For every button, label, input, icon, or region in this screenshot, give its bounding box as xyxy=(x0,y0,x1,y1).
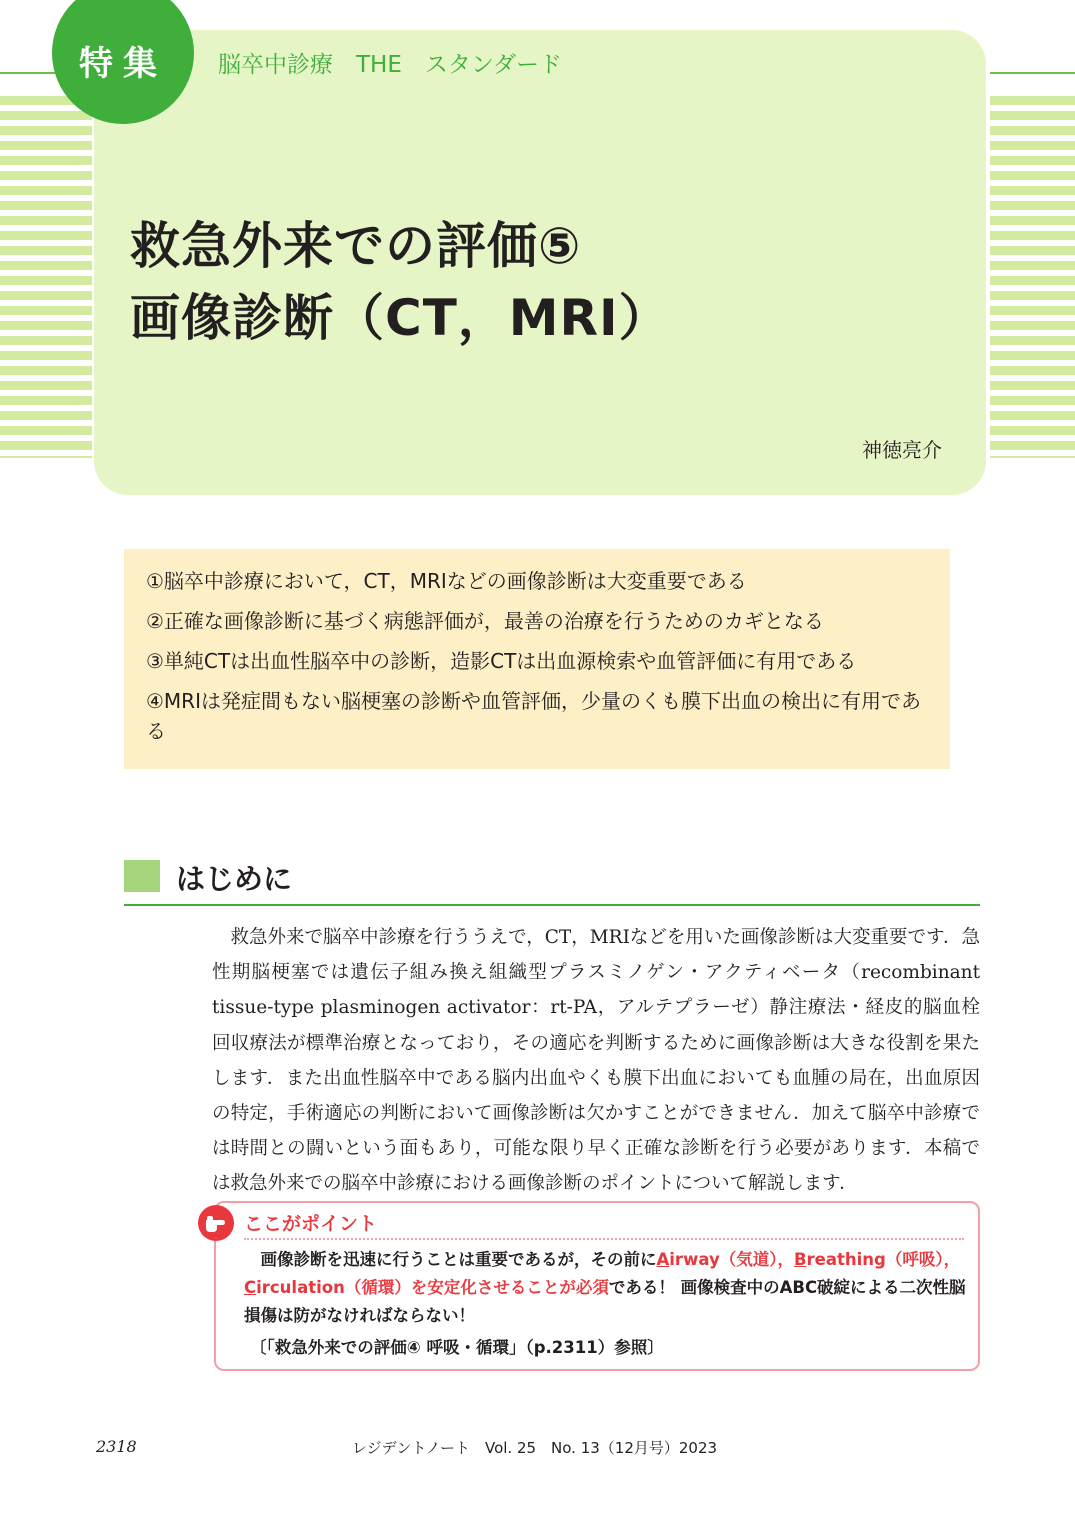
breathing-initial: B xyxy=(793,1250,807,1269)
decorative-stripes-left xyxy=(0,96,92,458)
author-name: 神徳亮介 xyxy=(862,438,942,462)
section-marker xyxy=(124,860,160,892)
point-reference: 〔「救急外来での評価④ 呼吸・循環」（p.2311）参照〕 xyxy=(250,1338,664,1357)
section-rule xyxy=(124,904,980,906)
summary-item: ③単純CTは出血性脳卒中の診断，造影CTは出血源検索や血管評価に有用である xyxy=(146,649,857,673)
intro-paragraph: 救急外来で脳卒中診療を行ううえで，CT，MRIなどを用いた画像診断は大変重要です．急性期脳梗塞では遺伝子組み換え組織型プラスミノゲン・アクティベータ（recombinant tissue-type plasminogen activator：rt-PA，アルテプラーゼ）静注療法・経皮的脳血栓回収療法が標準治療となっており，その適応を判断するために画像診断は大きな役割を果たします．また出血性脳卒中である脳内出血やくも膜下出血においても血腫の局在，出血原因の特定，手術適応の判断において画像診断は欠かすことができません．加えて脳卒中診療では時間との闘いという面もあり，可能な限り早く正確な診断を行う必要があります．本稿では救急外来での脳卒中診療における画像診断のポイントについて解説します． xyxy=(212,927,980,1195)
article-title-line2: 画像診断（CT，MRI） xyxy=(130,289,670,347)
journal-info: レジデントノート Vol. 25 No. 13（12月号）2023 xyxy=(352,1439,718,1457)
header-rule-left xyxy=(0,72,60,74)
point-divider xyxy=(244,1238,964,1240)
section-title: はじめに xyxy=(176,862,293,896)
circulation-initial: C xyxy=(244,1278,257,1297)
feature-badge-label: 特集 xyxy=(79,44,167,84)
series-title: 脳卒中診療 THE スタンダード xyxy=(218,52,562,78)
article-title-line1: 救急外来での評価⑤ xyxy=(130,217,582,275)
page-number: 2318 xyxy=(96,1437,137,1456)
point-text-2: である！ 画像検査中のABC破綻による二次性脳損傷は防がなければならない！ xyxy=(244,1278,966,1325)
airway-initial: A xyxy=(656,1250,670,1269)
point-text xyxy=(244,1246,966,1330)
summary-item: ②正確な画像診断に基づく病態評価が，最善の治療を行うためのカギとなる xyxy=(146,609,824,633)
decorative-stripes-right xyxy=(990,96,1075,458)
airway-text: irway（気道）， xyxy=(669,1250,794,1269)
point-text-1: 画像診断を迅速に行うことは重要であるが，その前に xyxy=(260,1250,657,1269)
header-rule-right xyxy=(990,72,1075,74)
circulation-text: irculation（循環）を安定化させることが必須 xyxy=(256,1278,609,1297)
pointing-hand-icon xyxy=(198,1205,234,1241)
point-heading: ここがポイント xyxy=(244,1213,378,1235)
breathing-text: reathing（呼吸）， xyxy=(806,1250,961,1269)
summary-item: ①脳卒中診療において，CT，MRIなどの画像診断は大変重要である xyxy=(146,569,747,593)
summary-item: ④MRIは発症間もない脳梗塞の診断や血管評価，少量のくも膜下出血の検出に有用である xyxy=(146,689,921,743)
